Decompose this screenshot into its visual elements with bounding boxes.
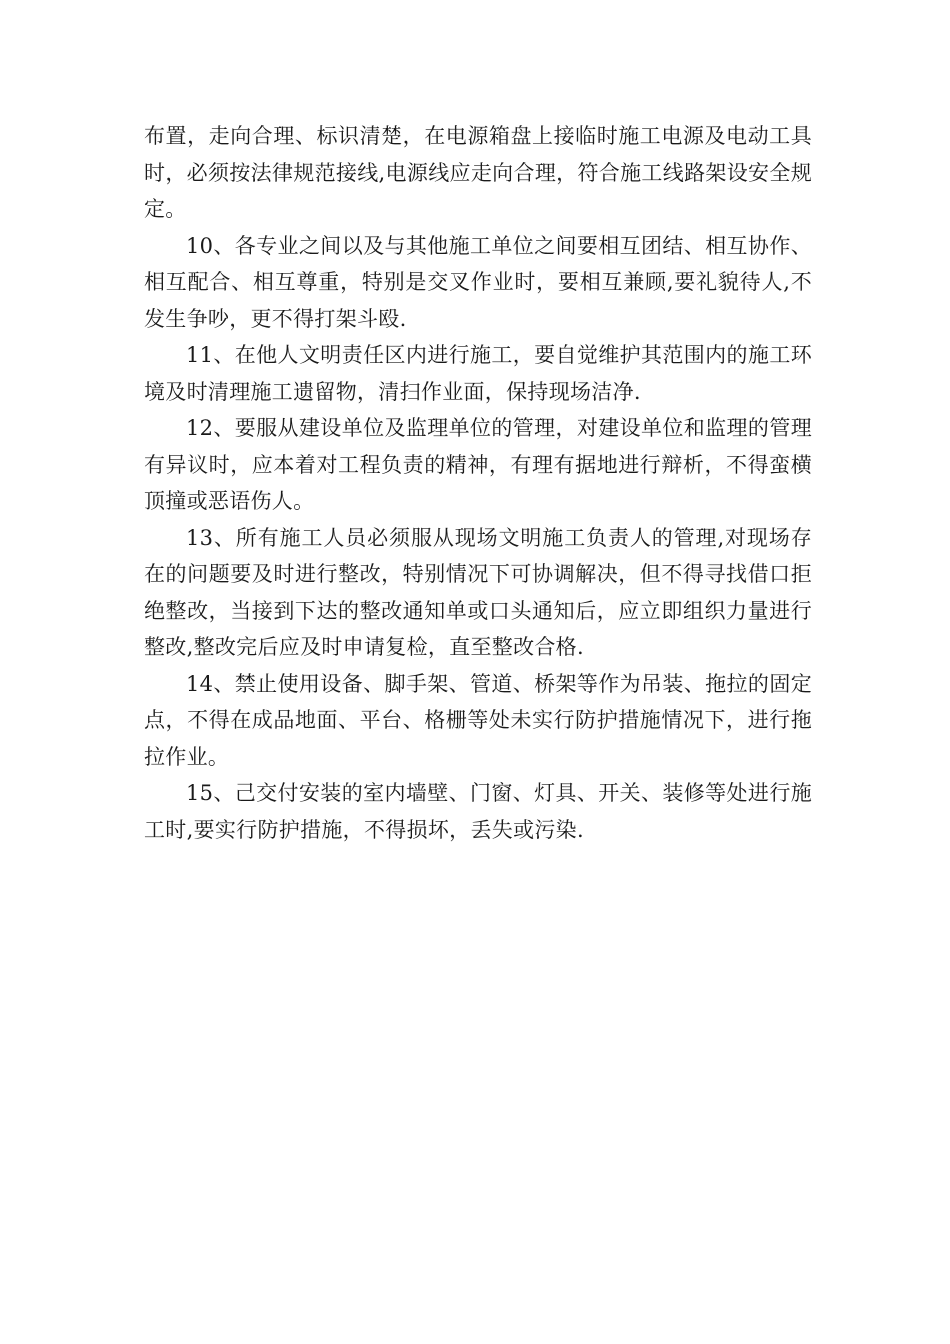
paragraph-continuation: 布置，走向合理、标识清楚，在电源箱盘上接临时施工电源及电动工具时，必须按法律规范接线,电源线应走向合理，符合施工线路架设安全规定。: [144, 124, 812, 221]
document-body: [144, 118, 812, 848]
paragraph-item-10: 10、各专业之间以及与其他施工单位之间要相互团结、相互协作、相互配合、相互尊重，特别是交叉作业时，要相互兼顾,要礼貌待人,不发生争吵，更不得打架斗殴.: [144, 233, 812, 331]
paragraph-item-12: 12、要服从建设单位及监理单位的管理，对建设单位和监理的管理有异议时，应本着对工程负责的精神，有理有据地进行辩析，不得蛮横顶撞或恶语伤人。: [144, 416, 812, 513]
paragraph-item-11: 11、在他人文明责任区内进行施工，要自觉维护其范围内的施工环境及时清理施工遗留物，清扫作业面，保持现场洁净.: [144, 343, 812, 404]
paragraph-item-15: 15、己交付安装的室内墙壁、门窗、灯具、开关、装修等处进行施工时,要实行防护措施，不得损坏，丢失或污染.: [144, 781, 812, 842]
paragraph-item-14: 14、禁止使用设备、脚手架、管道、桥架等作为吊装、拖拉的固定点，不得在成品地面、平台、格栅等处未实行防护措施情况下，进行拖拉作业。: [144, 671, 812, 769]
paragraph-item-13: 13、所有施工人员必须服从现场文明施工负责人的管理,对现场存在的问题要及时进行整改，特别情况下可协调解决，但不得寻找借口拒绝整改，当接到下达的整改通知单或口头通知后，应立即组织力量进行整改,整改完后应及时申请复检，直至整改合格.: [144, 525, 812, 659]
